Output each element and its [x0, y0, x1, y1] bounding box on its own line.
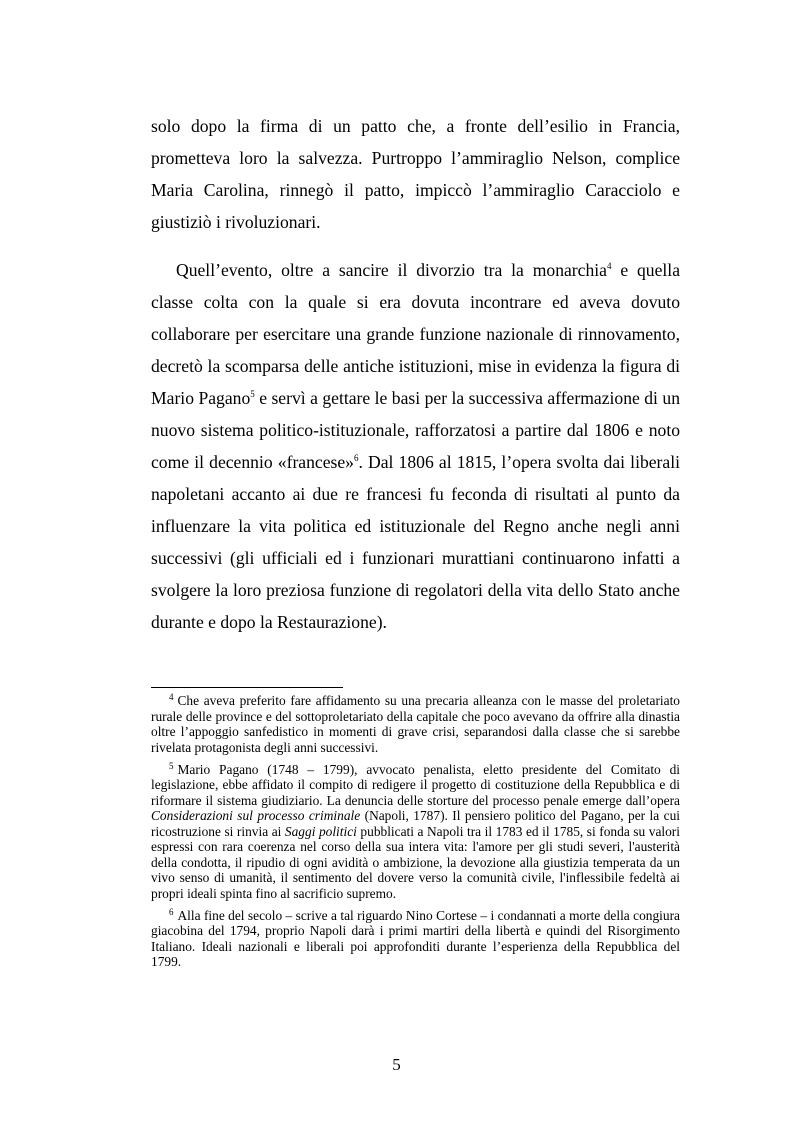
footnote-text: pubblicati a Napoli tra il 1783 ed il 1785, si fonda su valori espressi con rara coerenza nel corso della sua intera vita: l'amore per gli studi severi, l'austerità della condotta, il ripudio di ogni avidità o ambizione, la devozione alla giustizia temperata da un vivo senso di umanità, il sentimento del dovere verso la comunità civile, l'inflessibile fedeltà ai propri ideali spinta fino al sacrificio supremo.: [151, 823, 680, 901]
footnote-text: Che aveva preferito fare affidamento su una precaria alleanza con le masse del proletariato rurale delle province e del sottoproletariato della capitale che poco avevano da offrire alla dinastia oltre l’appoggio sanfedistico in momenti di grave crisi, separandosi dalla classe che si sarebbe rivelata protagonista degli anni successivi.: [151, 693, 680, 755]
footnote-ref-4[interactable]: 4: [606, 261, 612, 271]
page-number: 5: [392, 1055, 401, 1074]
footnote-separator: [151, 687, 343, 688]
paragraph-text: [151, 254, 680, 638]
footnote-6: [151, 908, 680, 970]
footnote-4: [151, 693, 680, 755]
body-paragraph-1: [151, 110, 680, 238]
footnote-text: (Napoli, 1787). Il pensiero politico del Pagano, per la cui ricostruzione si rinvia ai: [151, 808, 680, 839]
text-segment: . Dal 1806 al 1815, l’opera svolta dai liberali napoletani accanto ai due re francesi fu feconda di risultati al punto da influenzare la vita politica ed istituzionale del Regno anche negli anni successivi (gli ufficiali ed i funzionari murattiani continuarono infatti a svolgere la loro preziosa funzione di regolatori della vita dello Stato anche durante e dopo la Restaurazione).: [151, 452, 681, 632]
work-title: Saggi politici: [284, 823, 357, 839]
footnote-number: 6: [169, 906, 174, 917]
body-paragraph-2: [151, 254, 680, 638]
footnote-5: [151, 762, 680, 902]
paragraph-text: solo dopo la firma di un patto che, a fronte dell’esilio in Francia, prometteva loro la salvezza. Purtroppo l’ammiraglio Nelson, complice Maria Carolina, rinnegò il patto, impiccò l’ammiraglio Caracciolo e giustiziò i rivoluzionari.: [151, 116, 680, 232]
text-segment: Quell’evento, oltre a sancire il divorzio tra la monarchia: [176, 260, 607, 280]
footnote-text: Mario Pagano (1748 – 1799), avvocato penalista, eletto presidente del Comitato di legislazione, ebbe affidato il compito di redigere il progetto di costituzione della Repubblica e di riformare il sistema giudiziario. La denuncia delle storture del processo penale emerge dall’opera: [151, 761, 680, 808]
text-segment: e quella classe colta con la quale si era dovuta incontrare ed aveva dovuto collaborare per esercitare una grande funzione nazionale di rinnovamento, decretò la scomparsa delle antiche istituzioni, mise in evidenza la figura di Mario Pagano: [151, 260, 680, 408]
footnotes: [151, 693, 680, 976]
text-segment: e servì a gettare le basi per la successiva affermazione di un nuovo sistema politico-istituzionale, rafforzatosi a partire dal 1806 e noto come il decennio «francese»: [151, 388, 680, 472]
footnote-ref-5[interactable]: 5: [250, 389, 255, 399]
work-title: Considerazioni sul processo criminale: [151, 808, 361, 823]
footnote-number: 4: [169, 692, 174, 702]
footnote-text: Alla fine del secolo – scrive a tal riguardo Nino Cortese – i condannati a morte della congiura giacobina del 1794, proprio Napoli darà i primi martiri della libertà e quindi del Risorgimento Italiano. Ideali nazionali e liberali poi approfonditi durante l’esperienza della Repubblica del 1799.: [151, 907, 680, 969]
footnote-ref-6[interactable]: 6: [353, 453, 359, 463]
footnote-number: 5: [169, 760, 174, 771]
